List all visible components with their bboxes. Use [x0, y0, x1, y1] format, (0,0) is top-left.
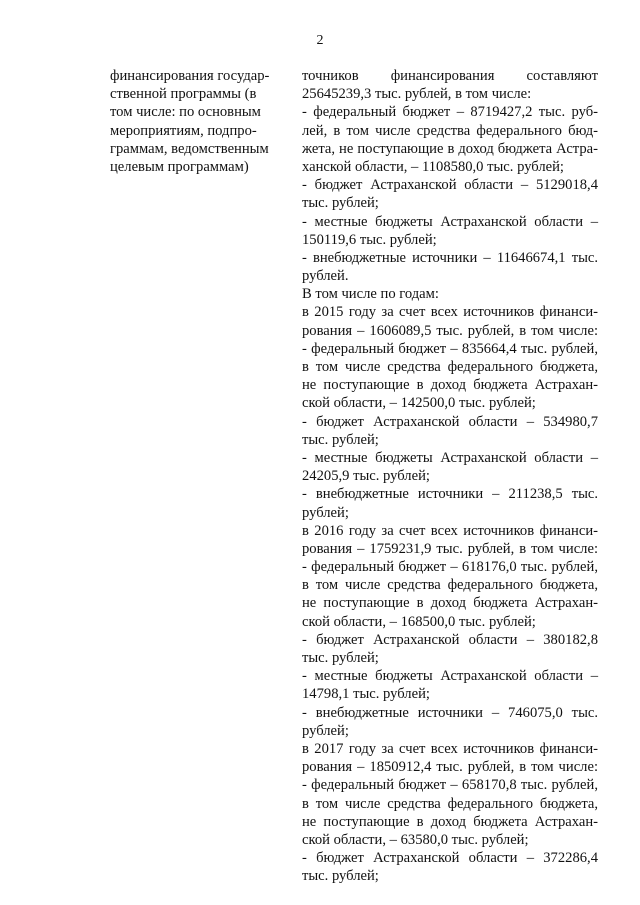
text-line: - местные бюджеты Астраханской области – — [302, 213, 598, 230]
text-line: тыс. рублей; — [302, 195, 379, 212]
text-line: ской области, – 168500,0 тыс. рублей; — [302, 613, 536, 630]
text-line: в том числе средства федерального бюджета, — [302, 359, 598, 375]
text-line: - федеральный бюджет – 618176,0 тыс. рублей, — [302, 559, 598, 576]
text-line: - внебюджетные источники – 211238,5 тыс. — [302, 486, 598, 503]
text-line: рублей; — [302, 504, 349, 521]
text-line: в 2015 году за счет всех источников финанси- — [302, 304, 598, 321]
text-line: - федеральный бюджет – 835664,4 тыс. рублей, — [302, 340, 598, 357]
text-line: 24205,9 тыс. рублей; — [302, 468, 430, 485]
text-line: рования – 1850912,4 тыс. рублей, в том числе: — [302, 759, 598, 776]
text-line: рублей. — [302, 268, 349, 285]
text-line: В том числе по годам: — [302, 286, 439, 303]
text-line: не поступающие в доход бюджета Астрахан- — [302, 595, 598, 612]
text-line: ской области, – 63580,0 тыс. рублей; — [302, 831, 529, 848]
row-label-line: финансирования государ- — [110, 68, 270, 84]
text-line: - местные бюджеты Астраханской области – — [302, 668, 598, 685]
text-line: тыс. рублей; — [302, 431, 379, 448]
text-line: рублей; — [302, 722, 349, 739]
text-line: в 2016 году за счет всех источников финанси- — [302, 522, 598, 539]
text-line: в том числе средства федерального бюджета, — [302, 577, 598, 594]
text-line: 25645239,3 тыс. рублей, в том числе: — [302, 86, 532, 103]
row-label-line: мероприятиям, подпро- — [110, 122, 257, 139]
text-line: тыс. рублей; — [302, 868, 379, 885]
text-line: - внебюджетные источники – 11646674,1 тыс. — [302, 249, 598, 266]
text-line: не поступающие в доход бюджета Астрахан- — [302, 377, 598, 394]
text-line: - бюджет Астраханской области – 380182,8 — [302, 631, 598, 648]
text-line: 150119,6 тыс. рублей; — [302, 231, 437, 248]
row-label-column — [110, 67, 288, 176]
text-line: - федеральный бюджет – 658170,8 тыс. рублей, — [302, 777, 598, 794]
text-line: лей, в том числе средства федерального бюд- — [302, 122, 598, 139]
text-line: не поступающие в доход бюджета Астрахан- — [302, 813, 598, 830]
funding-text-column — [302, 67, 598, 885]
text-line: - бюджет Астраханской области – 5129018,4 — [302, 177, 598, 194]
text-line: тыс. рублей; — [302, 650, 379, 666]
text-line: ханской области, – 1108580,0 тыс. рублей; — [302, 158, 564, 175]
page-number: 2 — [316, 33, 324, 48]
text-line: - внебюджетные источники – 746075,0 тыс. — [302, 704, 598, 721]
row-label-line: целевым программам) — [110, 159, 249, 176]
text-line: жета, не поступающие в доход бюджета Астра- — [302, 140, 598, 157]
text-line: - бюджет Астраханской области – 534980,7 — [302, 413, 598, 430]
row-label-line: том числе: по основным — [110, 104, 261, 121]
text-line: - местные бюджеты Астраханской области – — [302, 449, 598, 466]
row-label-line: граммам, ведомственным — [110, 140, 269, 157]
text-line: в 2017 году за счет всех источников финанси- — [302, 740, 598, 757]
text-line: 14798,1 тыс. рублей; — [302, 686, 430, 703]
row-label-line: ственной программы (в — [110, 86, 257, 103]
text-line: - федеральный бюджет – 8719427,2 тыс. руб- — [302, 104, 598, 121]
text-line: ской области, – 142500,0 тыс. рублей; — [302, 395, 536, 412]
text-line: точников финансирования составляют — [302, 68, 598, 84]
text-line: в том числе средства федерального бюджета, — [302, 795, 598, 812]
text-line: рования – 1606089,5 тыс. рублей, в том числе: — [302, 322, 598, 339]
text-line: рования – 1759231,9 тыс. рублей, в том числе: — [302, 540, 598, 557]
text-line: - бюджет Астраханской области – 372286,4 — [302, 850, 598, 867]
